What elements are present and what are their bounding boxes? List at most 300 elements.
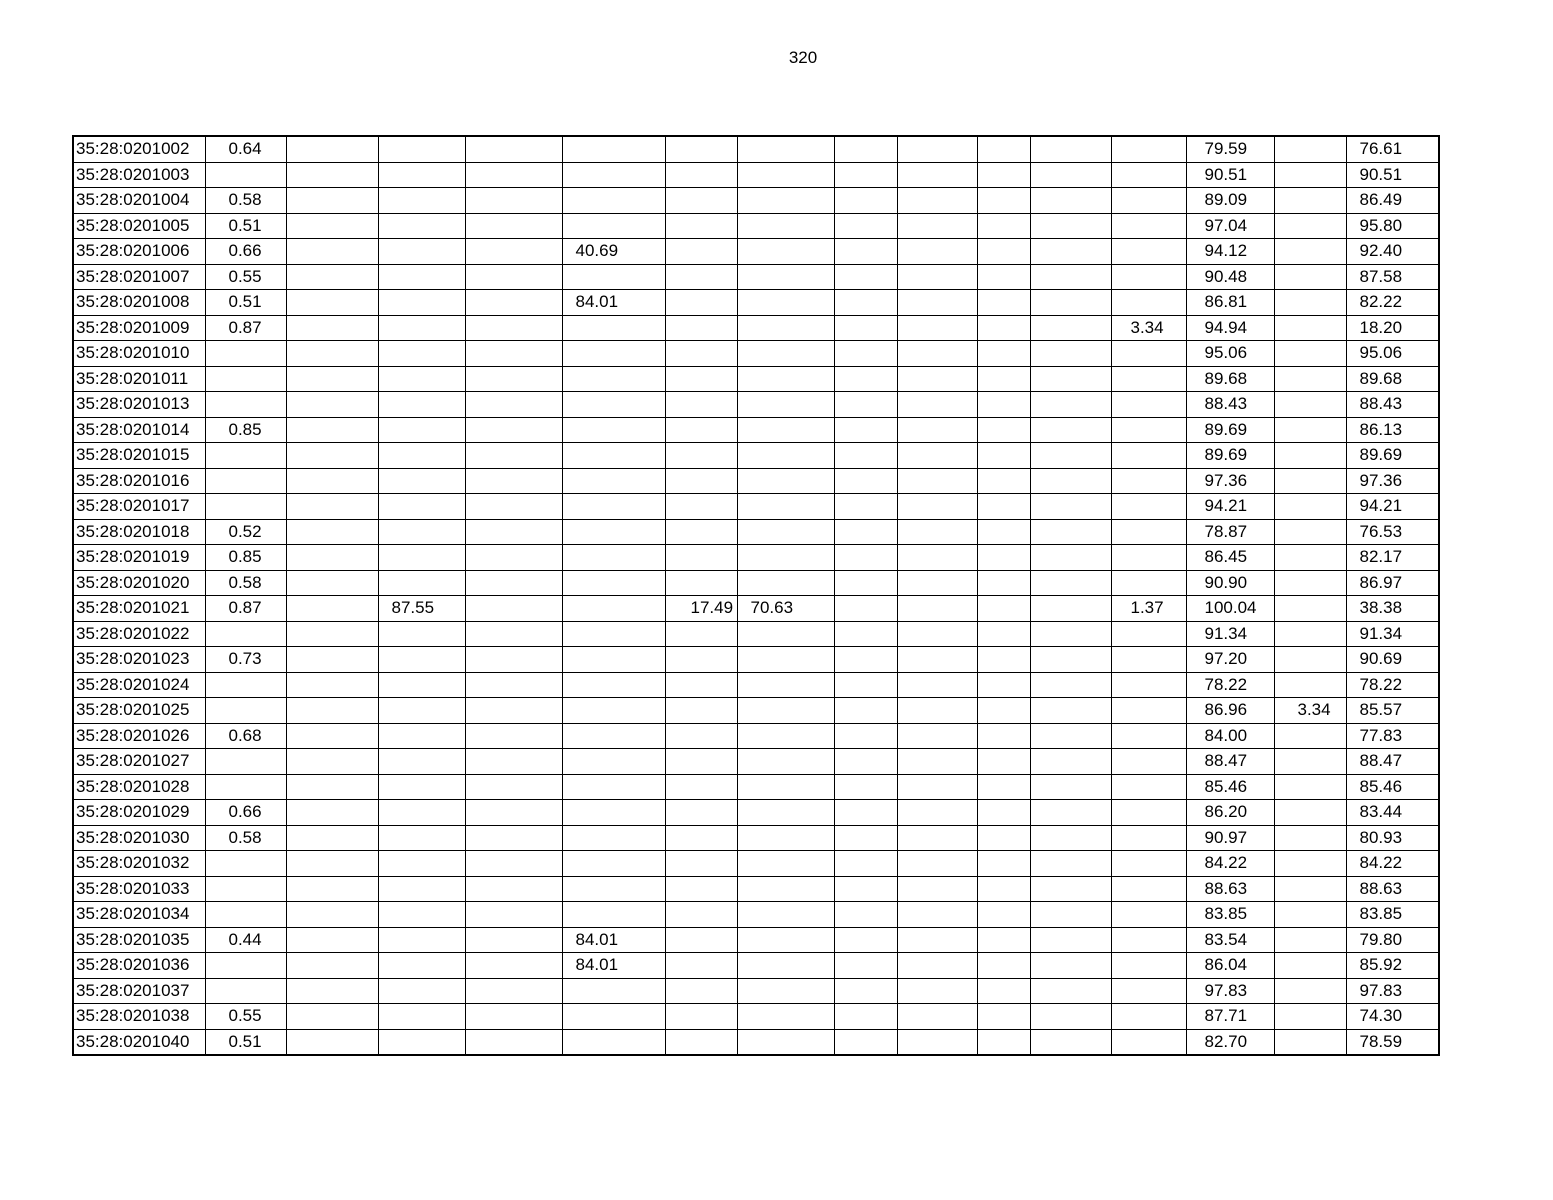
table-cell [1274, 851, 1346, 877]
table-cell [665, 1004, 737, 1030]
table-cell [465, 570, 562, 596]
table-cell [977, 366, 1030, 392]
table-cell [1274, 902, 1346, 928]
table-cell: 89.69 [1346, 443, 1439, 469]
table-cell [977, 136, 1030, 162]
table-cell [562, 162, 665, 188]
table-cell [286, 366, 378, 392]
table-cell [834, 366, 897, 392]
table-cell [1111, 136, 1186, 162]
table-cell [665, 570, 737, 596]
table-cell: 90.97 [1186, 825, 1274, 851]
table-cell [465, 927, 562, 953]
table-cell [1030, 392, 1111, 418]
table-cell [977, 927, 1030, 953]
table-cell [1111, 1029, 1186, 1055]
table-cell [977, 162, 1030, 188]
table-cell [834, 825, 897, 851]
table-cell [465, 621, 562, 647]
table-cell [378, 494, 465, 520]
table-cell [977, 417, 1030, 443]
table-cell: 76.53 [1346, 519, 1439, 545]
table-cell [205, 978, 286, 1004]
table-cell [286, 1004, 378, 1030]
table-cell [1030, 570, 1111, 596]
table-cell [897, 851, 977, 877]
table-row [73, 519, 1439, 545]
table-cell [562, 443, 665, 469]
table-cell [1274, 239, 1346, 265]
table-cell: 78.59 [1346, 1029, 1439, 1055]
table-cell: 78.22 [1186, 672, 1274, 698]
table-cell [977, 494, 1030, 520]
table-cell [286, 825, 378, 851]
table-cell [737, 953, 834, 979]
parcel-id-cell: 35:28:0201022 [73, 621, 205, 647]
table-cell [562, 366, 665, 392]
table-cell [977, 596, 1030, 622]
table-cell: 0.66 [205, 800, 286, 826]
table-cell [465, 494, 562, 520]
table-cell [665, 621, 737, 647]
table-cell [562, 570, 665, 596]
table-cell: 79.80 [1346, 927, 1439, 953]
table-cell [1030, 698, 1111, 724]
table-cell [897, 723, 977, 749]
table-cell [1030, 774, 1111, 800]
parcel-id-cell: 35:28:0201027 [73, 749, 205, 775]
table-cell [378, 136, 465, 162]
table-cell [465, 545, 562, 571]
table-cell [562, 851, 665, 877]
table-cell [897, 341, 977, 367]
table-cell [1030, 264, 1111, 290]
table-cell: 90.69 [1346, 647, 1439, 673]
parcel-id-cell: 35:28:0201009 [73, 315, 205, 341]
table-row [73, 647, 1439, 673]
table-cell [378, 1029, 465, 1055]
table-cell: 97.36 [1186, 468, 1274, 494]
parcel-id-cell: 35:28:0201006 [73, 239, 205, 265]
table-cell [1111, 545, 1186, 571]
table-cell [737, 519, 834, 545]
table-cell: 86.04 [1186, 953, 1274, 979]
table-row [73, 927, 1439, 953]
table-row [73, 723, 1439, 749]
table-cell [286, 596, 378, 622]
parcel-id-cell: 35:28:0201020 [73, 570, 205, 596]
table-cell [665, 188, 737, 214]
table-cell [286, 213, 378, 239]
table-cell [834, 647, 897, 673]
table-cell [562, 315, 665, 341]
table-cell [562, 494, 665, 520]
table-cell [665, 468, 737, 494]
table-cell [834, 749, 897, 775]
table-cell [562, 392, 665, 418]
table-cell [1030, 749, 1111, 775]
parcel-id-cell: 35:28:0201019 [73, 545, 205, 571]
table-cell [977, 1004, 1030, 1030]
table-cell: 40.69 [562, 239, 665, 265]
table-cell [737, 1004, 834, 1030]
table-cell [286, 545, 378, 571]
parcel-id-cell: 35:28:0201002 [73, 136, 205, 162]
table-cell [465, 749, 562, 775]
table-cell [737, 417, 834, 443]
table-cell [286, 953, 378, 979]
table-cell: 74.30 [1346, 1004, 1439, 1030]
table-cell [465, 162, 562, 188]
table-cell [378, 647, 465, 673]
parcel-id-cell: 35:28:0201008 [73, 290, 205, 316]
table-cell [205, 366, 286, 392]
table-cell: 89.09 [1186, 188, 1274, 214]
table-cell [1111, 188, 1186, 214]
table-cell: 90.90 [1186, 570, 1274, 596]
table-cell [465, 264, 562, 290]
table-cell [378, 341, 465, 367]
table-cell: 0.87 [205, 596, 286, 622]
table-cell [1111, 519, 1186, 545]
parcel-id-cell: 35:28:0201003 [73, 162, 205, 188]
table-cell [1274, 545, 1346, 571]
table-cell [286, 443, 378, 469]
table-cell: 80.93 [1346, 825, 1439, 851]
table-cell [737, 443, 834, 469]
parcel-id-cell: 35:28:0201004 [73, 188, 205, 214]
table-cell [465, 136, 562, 162]
table-cell [737, 570, 834, 596]
table-cell: 87.71 [1186, 1004, 1274, 1030]
table-cell [834, 494, 897, 520]
table-cell [897, 417, 977, 443]
table-cell [562, 698, 665, 724]
table-cell [378, 927, 465, 953]
table-cell [834, 596, 897, 622]
table-cell [665, 672, 737, 698]
table-cell [286, 647, 378, 673]
table-cell [465, 315, 562, 341]
table-cell [1274, 341, 1346, 367]
parcel-id-cell: 35:28:0201005 [73, 213, 205, 239]
table-cell [378, 672, 465, 698]
table-cell [465, 417, 562, 443]
parcel-id-cell: 35:28:0201011 [73, 366, 205, 392]
table-cell [378, 749, 465, 775]
table-cell [1274, 264, 1346, 290]
table-row [73, 596, 1439, 622]
table-cell [1274, 749, 1346, 775]
parcel-id-cell: 35:28:0201036 [73, 953, 205, 979]
table-cell [1274, 519, 1346, 545]
table-cell [897, 978, 977, 1004]
table-cell [665, 749, 737, 775]
table-cell: 90.48 [1186, 264, 1274, 290]
table-cell [1274, 1004, 1346, 1030]
table-cell [897, 290, 977, 316]
parcel-id-cell: 35:28:0201007 [73, 264, 205, 290]
table-cell: 90.51 [1186, 162, 1274, 188]
table-cell [977, 213, 1030, 239]
table-cell [977, 774, 1030, 800]
table-cell [286, 902, 378, 928]
table-cell [1274, 290, 1346, 316]
table-cell [286, 851, 378, 877]
table-cell [897, 749, 977, 775]
table-cell: 84.01 [562, 290, 665, 316]
table-cell [205, 672, 286, 698]
parcel-id-cell: 35:28:0201010 [73, 341, 205, 367]
table-row [73, 1004, 1439, 1030]
table-cell [1030, 647, 1111, 673]
table-cell: 0.55 [205, 264, 286, 290]
table-cell [378, 723, 465, 749]
table-cell [378, 366, 465, 392]
table-cell [897, 188, 977, 214]
parcel-id-cell: 35:28:0201028 [73, 774, 205, 800]
table-cell [562, 825, 665, 851]
table-cell [1274, 800, 1346, 826]
table-cell [562, 213, 665, 239]
table-cell [1274, 494, 1346, 520]
table-cell [897, 647, 977, 673]
table-cell: 83.54 [1186, 927, 1274, 953]
table-cell [465, 672, 562, 698]
table-cell [834, 1029, 897, 1055]
table-cell: 84.00 [1186, 723, 1274, 749]
table-cell [378, 978, 465, 1004]
table-cell [834, 188, 897, 214]
table-cell [977, 672, 1030, 698]
table-cell [1111, 749, 1186, 775]
table-cell [897, 698, 977, 724]
table-cell: 84.01 [562, 953, 665, 979]
table-cell [465, 774, 562, 800]
table-cell [665, 239, 737, 265]
table-cell [1030, 825, 1111, 851]
table-cell [1274, 672, 1346, 698]
table-row [73, 876, 1439, 902]
table-cell: 0.68 [205, 723, 286, 749]
table-cell [1111, 1004, 1186, 1030]
table-cell [286, 290, 378, 316]
table-cell: 0.51 [205, 290, 286, 316]
table-cell [286, 392, 378, 418]
table-cell [1274, 366, 1346, 392]
table-cell [286, 162, 378, 188]
table-cell [897, 239, 977, 265]
table-cell: 88.63 [1186, 876, 1274, 902]
table-cell [378, 1004, 465, 1030]
table-cell: 82.22 [1346, 290, 1439, 316]
table-cell [1111, 723, 1186, 749]
table-cell [562, 468, 665, 494]
table-cell [1030, 978, 1111, 1004]
table-cell [897, 494, 977, 520]
table-row [73, 341, 1439, 367]
table-row [73, 621, 1439, 647]
table-cell [205, 698, 286, 724]
table-cell [977, 545, 1030, 571]
table-cell [665, 341, 737, 367]
table-row [73, 672, 1439, 698]
table-cell [378, 213, 465, 239]
table-cell [1111, 570, 1186, 596]
table-row [73, 264, 1439, 290]
table-cell [665, 1029, 737, 1055]
table-cell [834, 290, 897, 316]
table-cell [1111, 392, 1186, 418]
table-cell [834, 417, 897, 443]
table-cell: 78.22 [1346, 672, 1439, 698]
table-row [73, 392, 1439, 418]
table-cell [737, 392, 834, 418]
table-cell: 18.20 [1346, 315, 1439, 341]
table-cell [465, 596, 562, 622]
table-cell [1274, 315, 1346, 341]
table-cell [1111, 902, 1186, 928]
table-cell [834, 570, 897, 596]
table-cell [1274, 162, 1346, 188]
table-cell [1111, 774, 1186, 800]
table-cell [562, 1029, 665, 1055]
table-row [73, 417, 1439, 443]
table-cell [665, 800, 737, 826]
table-cell [665, 443, 737, 469]
table-cell [897, 927, 977, 953]
table-cell [1111, 647, 1186, 673]
table-cell [378, 443, 465, 469]
parcel-id-cell: 35:28:0201030 [73, 825, 205, 851]
table-row [73, 188, 1439, 214]
table-row [73, 366, 1439, 392]
table-cell [834, 315, 897, 341]
table-cell [1030, 290, 1111, 316]
table-row [73, 749, 1439, 775]
table-cell [1030, 851, 1111, 877]
table-cell [465, 188, 562, 214]
table-cell [465, 290, 562, 316]
table-cell [834, 519, 897, 545]
table-cell [737, 136, 834, 162]
parcel-id-cell: 35:28:0201025 [73, 698, 205, 724]
table-cell [1111, 443, 1186, 469]
table-cell [465, 366, 562, 392]
table-cell: 88.43 [1186, 392, 1274, 418]
table-cell [465, 851, 562, 877]
table-cell: 79.59 [1186, 136, 1274, 162]
table-cell [665, 136, 737, 162]
table-cell [1111, 825, 1186, 851]
table-cell [1274, 621, 1346, 647]
table-cell: 88.47 [1346, 749, 1439, 775]
table-cell [834, 136, 897, 162]
table-cell [897, 162, 977, 188]
table-cell: 3.34 [1274, 698, 1346, 724]
table-cell [286, 800, 378, 826]
table-cell: 76.61 [1346, 136, 1439, 162]
table-cell [737, 902, 834, 928]
table-cell [665, 392, 737, 418]
table-cell [897, 545, 977, 571]
table-cell [465, 978, 562, 1004]
table-cell [205, 851, 286, 877]
table-cell [665, 519, 737, 545]
table-cell [737, 723, 834, 749]
table-cell [1274, 978, 1346, 1004]
table-cell [286, 136, 378, 162]
table-cell [897, 672, 977, 698]
table-cell: 0.58 [205, 825, 286, 851]
table-row [73, 290, 1439, 316]
table-cell [834, 443, 897, 469]
table-cell [465, 1029, 562, 1055]
table-cell [665, 162, 737, 188]
table-cell: 89.69 [1186, 417, 1274, 443]
table-row [73, 902, 1439, 928]
table-body [73, 136, 1439, 1055]
table-cell [1030, 953, 1111, 979]
table-row [73, 698, 1439, 724]
table-cell [378, 392, 465, 418]
table-cell [1274, 468, 1346, 494]
table-cell [1111, 672, 1186, 698]
table-cell [665, 978, 737, 1004]
table-cell [1030, 1029, 1111, 1055]
table-cell [378, 519, 465, 545]
table-cell [562, 749, 665, 775]
table-cell [1030, 417, 1111, 443]
table-row [73, 443, 1439, 469]
table-cell [562, 621, 665, 647]
table-row [73, 468, 1439, 494]
table-cell [897, 1029, 977, 1055]
table-cell [1030, 545, 1111, 571]
table-cell [1111, 162, 1186, 188]
table-cell [286, 417, 378, 443]
table-cell: 97.83 [1346, 978, 1439, 1004]
table-cell: 86.49 [1346, 188, 1439, 214]
table-cell: 84.22 [1346, 851, 1439, 877]
table-cell [1111, 621, 1186, 647]
table-cell [665, 545, 737, 571]
table-cell [1274, 723, 1346, 749]
table-cell [897, 876, 977, 902]
table-cell [205, 162, 286, 188]
parcel-id-cell: 35:28:0201017 [73, 494, 205, 520]
table-cell [562, 545, 665, 571]
table-cell: 0.85 [205, 417, 286, 443]
table-cell [286, 264, 378, 290]
table-cell: 95.06 [1346, 341, 1439, 367]
table-cell: 92.40 [1346, 239, 1439, 265]
table-cell [897, 315, 977, 341]
table-cell [465, 213, 562, 239]
table-cell [1030, 188, 1111, 214]
table-cell: 0.58 [205, 570, 286, 596]
table-cell [1111, 239, 1186, 265]
table-cell: 94.94 [1186, 315, 1274, 341]
table-cell [834, 1004, 897, 1030]
table-cell [465, 698, 562, 724]
table-cell [977, 902, 1030, 928]
table-cell [834, 927, 897, 953]
table-cell [465, 519, 562, 545]
table-cell [834, 774, 897, 800]
table-cell [286, 876, 378, 902]
table-cell [737, 341, 834, 367]
